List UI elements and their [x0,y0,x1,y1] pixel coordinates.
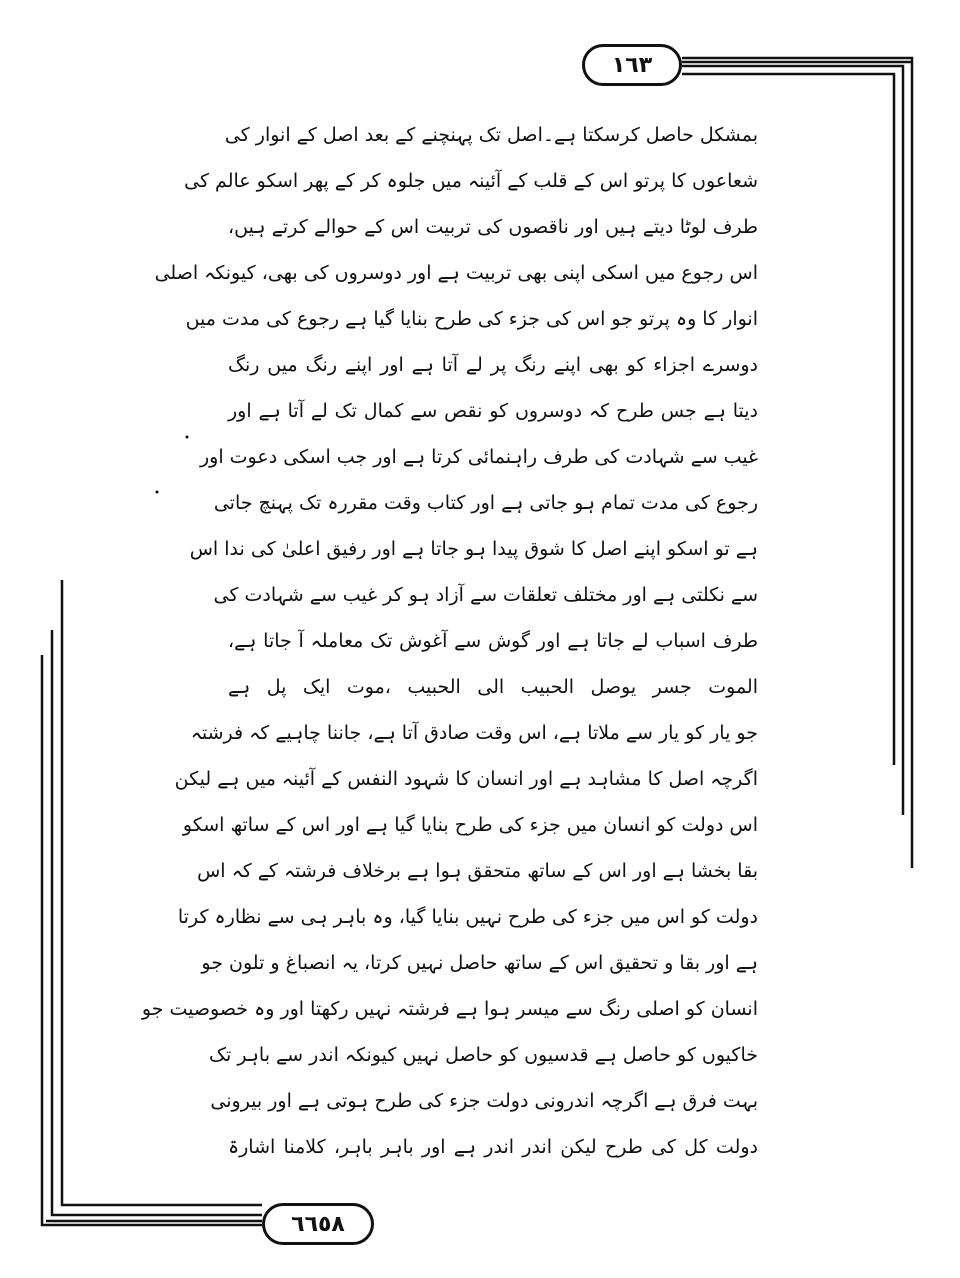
scan-dot [186,436,189,439]
text-line: بہت فرق ہے اگرچہ اندرونی دولت جزء کی طرح ہوتی ہے اور بیرونی [210,1090,758,1112]
text-line: رجوع کی مدت تمام ہو جاتی ہے اور کتاب وقت مقررہ تک پہنچ جاتی [213,492,758,514]
text-line: دوسرے اجزاء کو بھی اپنے رنگ پر لے آتا ہے اور اپنے رنگ میں رنگ [228,354,758,376]
text-line: طرف اسباب لے جاتا ہے اور گوش سے آغوش تک معاملہ آ جاتا ہے، [228,630,758,652]
text-line: اس رجوع میں اسکی اپنی بھی تربیت ہے اور دوسروں کی بھی، کیونکہ اصلی [154,262,758,284]
scan-dot [156,491,159,494]
page-number-top: ١٦٣ [582,44,682,86]
text-line: شعاعوں کا پرتو اس کے قلب کے آئینہ میں جلوہ کر کے پھر اسکو عالم کی [184,170,758,192]
text-line: خاکیوں کو حاصل ہے قدسیوں کو حاصل نہیں کیونکہ اندر سے باہر تک [208,1044,758,1066]
text-line: ہے اور بقا و تحقیق اس کے ساتھ حاصل نہیں کرتا، یہ انصباغ و تلون جو [201,952,758,974]
text-line: دیتا ہے جس طرح کہ دوسروں کو نقص سے کمال تک لے آتا ہے اور [228,400,758,422]
text-line: دولت کو اس میں جزء کی طرح نہیں بنایا گیا، وہ باہر ہی سے نظارہ کرتا [177,906,758,928]
text-line: انسان کو اصلی رنگ سے میسر ہوا ہے فرشتہ نہیں رکھتا اور وہ خصوصیت جو [141,998,758,1020]
page-number-bottom: ٦٦٥٨ [262,1203,374,1245]
text-line: انوار کا وہ پرتو جو اس کی جزء کی طرح بنایا گیا ہے رجوع کی مدت میں [185,308,758,330]
text-line: جو یار کو یار سے ملاتا ہے، اس وقت صادق آتا ہے، جاننا چاہیے کہ فرشتہ [190,722,758,744]
text-line: دولت کل کی طرح لیکن اندر اندر ہے اور باہر باہر، کلامنا اشارۃ [228,1136,758,1158]
text-line: ہے تو اسکو اپنے اصل کا شوق پیدا ہو جاتا ہے اور رفیق اعلیٰ کی ندا اس [189,538,758,560]
text-line: غیب سے شہادت کی طرف راہنمائی کرتا ہے اور جب اسکی دعوت اور [199,446,758,468]
text-line: سے نکلتی ہے اور مختلف تعلقات سے آزاد ہو کر غیب سے شہادت کی [213,584,758,606]
text-line: اس دولت کو انسان میں جزء کی طرح بنایا گیا ہے اور اس کے ساتھ اسکو [182,814,758,836]
text-line: الموت جسر یوصل الحبیب الی الحبیب ،موت ایک پل ہے [228,676,758,698]
text-line: طرف لوٹا دیتے ہیں اور ناقصوں کی تربیت اس کے حوالے کرتے ہیں، [228,216,758,238]
urdu-text-body [141,112,758,1170]
text-line: بمشکل حاصل کرسکتا ہے۔اصل تک پہنچنے کے بعد اصل کے انوار کی [224,124,758,146]
text-line: اگرچہ اصل کا مشاہد ہے اور انسان کا شہود النفس کے آئینہ میں ہے لیکن [174,768,758,790]
text-line: بقا بخشا ہے اور اس کے ساتھ متحقق ہوا ہے برخلاف فرشتہ کے کہ اس [197,860,758,882]
